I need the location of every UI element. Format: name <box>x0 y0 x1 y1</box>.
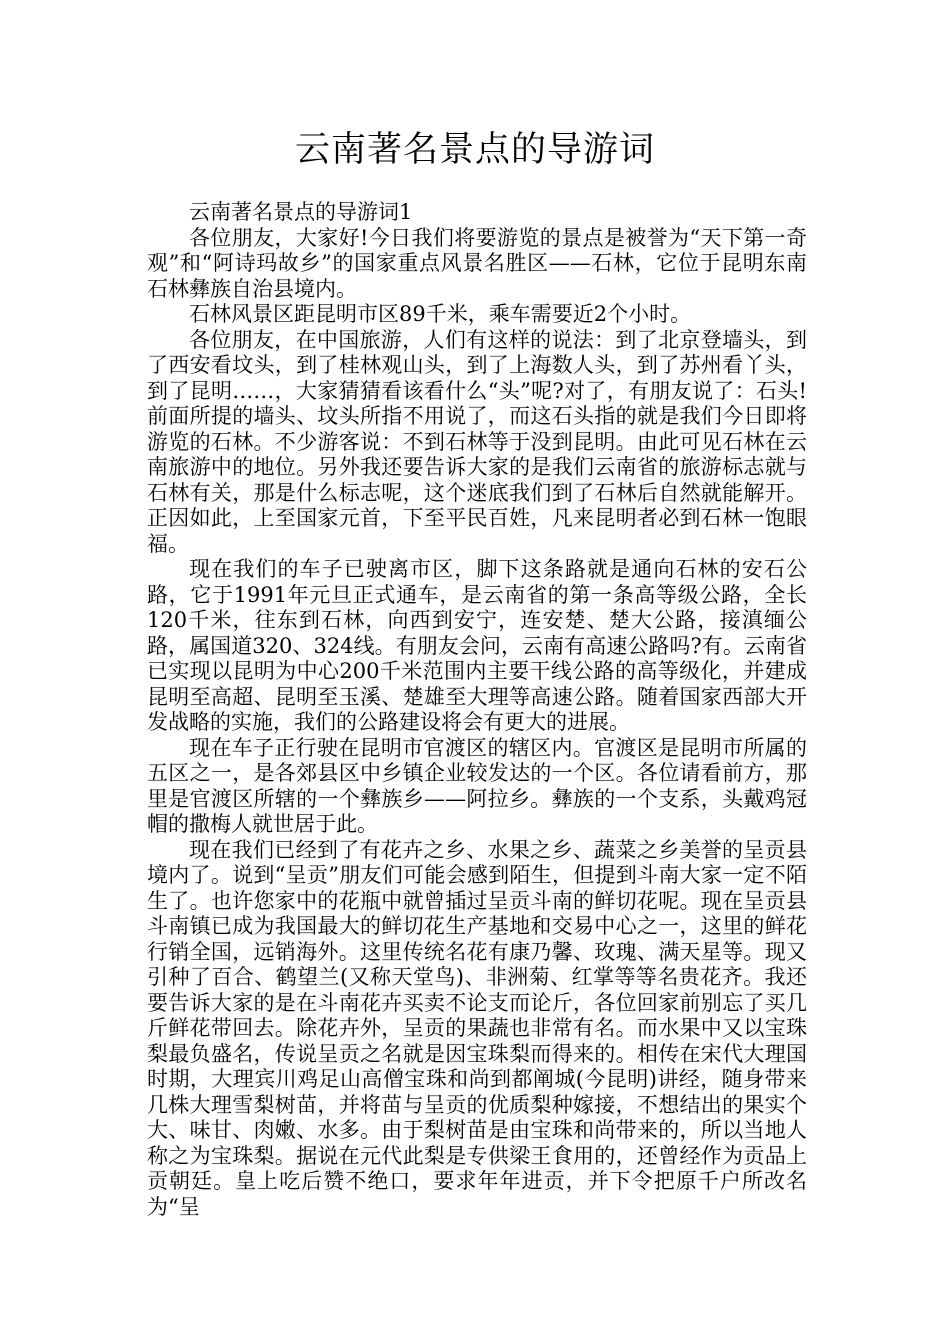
paragraph: 现在我们的车子已驶离市区，脚下这条路就是通向石林的安石公路，它于1991年元旦正式通车，是云南省的第一条高等级公路，全长120千米，往东到石林，向西到安宁，连安楚、楚大公路，接滇缅公路，属国道320、324线。有朋友会问，云南有高速公路吗?有。云南省已实现以昆明为中心200千米范围内主要干线公路的高等级化，并建成昆明至高超、昆明至玉溪、楚雄至大理等高速公路。随着国家西部大开发战略的实施，我们的公路建设将会有更大的进展。 <box>147 557 807 734</box>
paragraph: 现在车子正行驶在昆明市官渡区的辖区内。官渡区是昆明市所属的五区之一，是各郊县区中乡镇企业较发达的一个区。各位请看前方，那里是官渡区所辖的一个彝族乡——阿拉乡。彝族的一个支系，头戴鸡冠帽的撒梅人就世居于此。 <box>147 735 807 836</box>
page-title: 云南著名景点的导游词 <box>294 130 655 170</box>
document-body <box>147 200 807 1220</box>
paragraph: 石林风景区距昆明市区89千米，乘车需要近2个小时。 <box>189 302 692 326</box>
paragraph: 云南著名景点的导游词1 <box>189 200 413 224</box>
paragraph: 现在我们已经到了有花卉之乡、水果之乡、蔬菜之乡美誉的呈贡县境内了。说到“呈贡”朋友们可能会感到陌生，但提到斗南大家一定不陌生了。也许您家中的花瓶中就曾插过呈贡斗南的鲜切花呢。现在呈贡县斗南镇已成为我国最大的鲜切花生产基地和交易中心之一，这里的鲜花行销全国，远销海外。这里传统名花有康乃馨、玫瑰、满天星等。现又引种了百合、鹤望兰(又称天堂鸟)、非洲菊、红掌等等名贵花齐。我还要告诉大家的是在斗南花卉买卖不论支而论斤，各位回家前别忘了买几斤鲜花带回去。除花卉外，呈贡的果蔬也非常有名。而水果中又以宝珠梨最负盛名，传说呈贡之名就是因宝珠梨而得来的。相传在宋代大理国时期，大理宾川鸡足山高僧宝珠和尚到都阐城(今昆明)讲经，随身带来几株大理雪梨树苗，并将苗与呈贡的优质梨种嫁接，不想结出的果实个大、味甘、肉嫩、水多。由于梨树苗是由宝珠和尚带来的，所以当地人称之为宝珠梨。据说在元代此梨是专供梁王食用的，还曾经作为贡品上贡朝廷。皇上吃后赞不绝口，要求年年进贡，并下令把原千户所改名为“呈 <box>147 837 807 1219</box>
paragraph: 各位朋友，在中国旅游，人们有这样的说法：到了北京登墙头，到了西安看坟头，到了桂林观山头，到了上海数人头，到了苏州看丫头，到了昆明……，大家猜猜看该看什么“头”呢?对了，有朋友说了：石头!前面所提的墙头、坟头所指不用说了，而这石头指的就是我们今日即将游览的石林。不少游客说：不到石林等于没到昆明。由此可见石林在云南旅游中的地位。另外我还要告诉大家的是我们云南省的旅游标志就与石林有关，那是什么标志呢，这个迷底我们到了石林后自然就能解开。正因如此，上至国家元首，下至平民百姓，凡来昆明者必到石林一饱眼福。 <box>147 327 807 556</box>
paragraph: 各位朋友，大家好!今日我们将要游览的景点是被誉为“天下第一奇观”和“阿诗玛故乡”的国家重点风景名胜区——石林，它位于昆明东南石林彝族自治县境内。 <box>147 225 807 301</box>
